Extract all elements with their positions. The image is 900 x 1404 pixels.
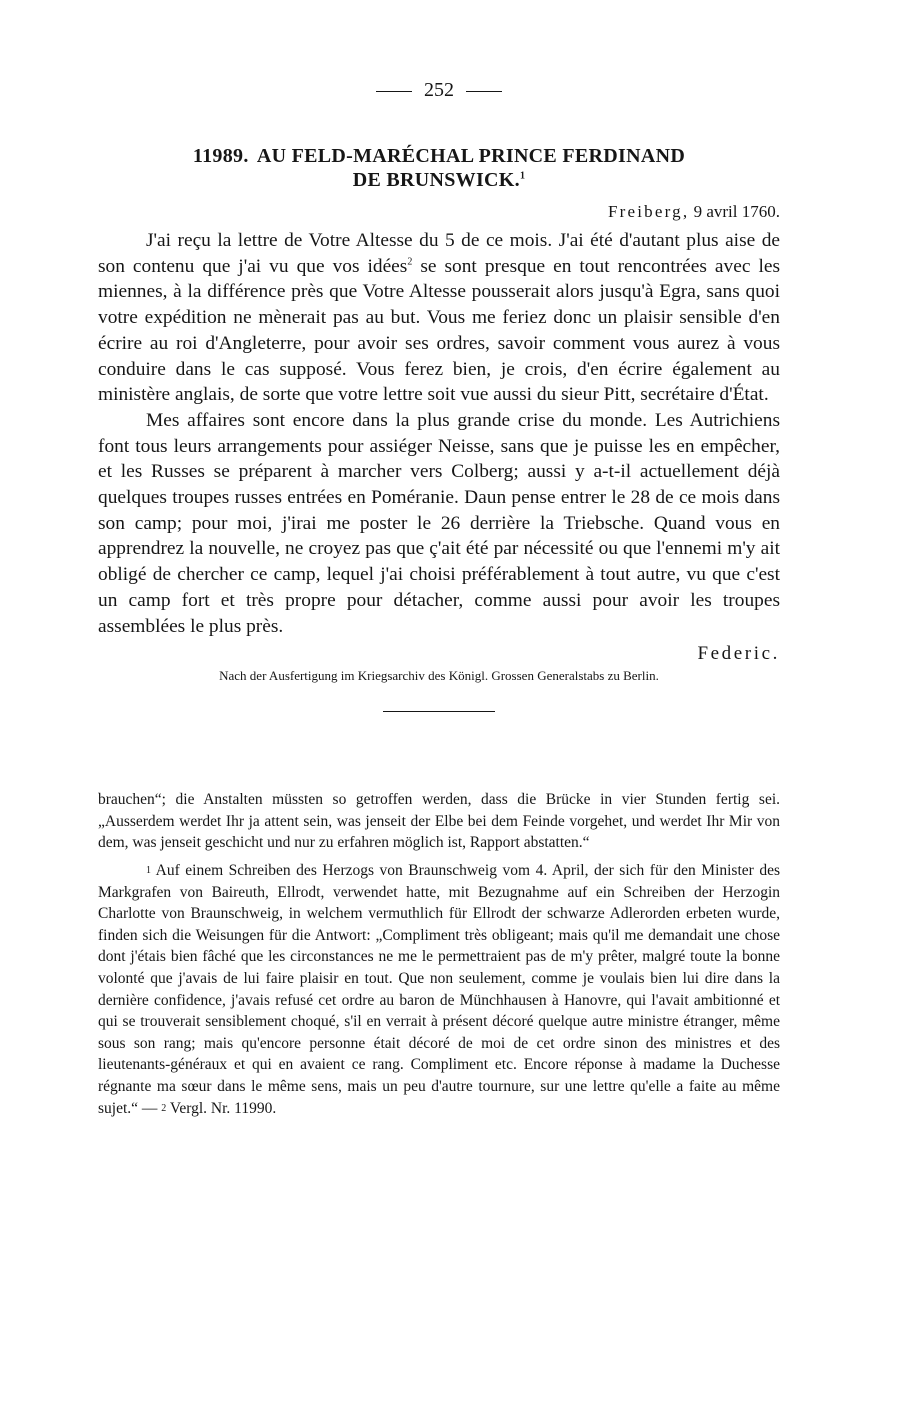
page-number-right-rule [466, 91, 502, 92]
separator-rule [383, 711, 495, 712]
letter-number: 11989. [192, 145, 249, 167]
footnote-1-mark: 1 [146, 865, 151, 877]
paragraph-1-part-2: se sont presque en tout rencontrées avec les miennes, à la différence près que Votre Altesse pousserait alors jusqu'à Egra, sans quoi votre expédition ne mènerait pas au but. Vous me feriez donc un plaisir sensible d'en écrire au roi d'Angleterre, pour avoir ses ordres, savoir comment vous aurez à vous conduire dans le cas supposé. Vous ferez bien, je crois, d'en écrire également au ministère anglais, de sorte que votre lettre soit vue aussi du sieur Pitt, secrétaire d'État. [98, 255, 780, 406]
dateline-date: 9 avril 1760. [693, 202, 780, 221]
letter-paragraph-1 [98, 228, 780, 408]
page-number [98, 80, 780, 100]
heading-line-2: DE BRUNSWICK. [352, 169, 520, 191]
page-number-left-rule [376, 91, 412, 92]
page-number-text: 252 [424, 79, 454, 101]
paragraph-1-part-1: J'ai reçu la lettre de Votre Altesse du 5 de ce mois. J'ai été d'autant plus aise de son contenu que j'ai vu que vos idées [98, 230, 780, 277]
letter-heading [98, 144, 780, 192]
footnote-1-text: Auf einem Schreiben des Herzogs von Braunschweig vom 4. April, der sich für den Minister des Markgrafen von Baireuth, Ellrodt, verwendet hatte, mit Bezugnahme auf ein Schreiben der Herzogin Charlotte von Braunschweig, in welchem vermuthlich für Ellrodt der schwarze Adlerorden erbeten wurde, finden sich die Weisungen für die Antwort: „Compliment très obligeant; mais qu'il me demandait une chose dont j'étais bien fâché que les circonstances ne me le permettraient pas de m'y prêter, malgré toute la bonne volonté que j'avais de lui faire plaisir en tout. Que non seulement, comme je voulais bien lui dire dans la dernière confidence, j'avais refusé cet ordre au baron de Münchhausen à Hanovre, qui l'avait ambitionné et qui se trouverait sensiblement choqué, s'il en verrait à présent décoré quelque autre ministre étranger, même sous son rang; mais qu'encore personne était décoré de moi de cet ordre sinon des ministres et des lieutenants-généraux et qui en avaient ce rang. Compliment etc. Encore réponse à madame la Duchesse régnante ma sœur dans le même sens, mais un peu d'autre tournure, sur une lettre qu'elle a faite au même sujet.“ — [98, 862, 780, 1117]
footnote-continuation: brauchen“; die Anstalten müssten so getroffen werden, dass die Brücke in vier Stunden fertig sei. „Ausserdem werdet Ihr ja attent sein, was jenseit der Elbe bei dem Feinde vorgehet, und werdet Ihr Mir von dem, was jenseit geschicht und nur zu erfahren möglich ist, Rapport abstatten.“ [98, 791, 780, 852]
footnote-mark-2: 2 [407, 256, 413, 268]
letter-body [98, 228, 780, 639]
letter-paragraph-2: Mes affaires sont encore dans la plus grande crise du monde. Les Autrichiens font tous leurs arrangements pour assiéger Neisse, sans que je puisse les en empêcher, et les Russes se préparent à marcher vers Colberg; aussi y a-t-il actuellement déjà quelques troupes russes entrées en Poméranie. Daun pense entrer le 28 de ce mois dans son camp; pour moi, j'irai me poster le 26 derrière la Triebsche. Quand vous en apprendrez la nouvelle, ne croyez pas que ç'ait été par nécessité ou que l'ennemi m'y ait obligé de chercher ce camp, lequel j'ai choisi préférablement à tout autre, vu que c'est un camp fort et très propre pour détacher, comme aussi pour avoir les troupes assemblées le plus près. [98, 409, 780, 637]
footnote-2-text: Vergl. Nr. 11990. [166, 1099, 277, 1117]
source-note: Nach der Ausfertigung im Kriegsarchiv des Königl. Grossen Generalstabs zu Berlin. [219, 668, 659, 684]
footnotes [98, 789, 780, 1119]
document-page [98, 80, 780, 1119]
dateline [98, 201, 780, 223]
footnote-1 [98, 860, 780, 1119]
signature: Federic. [697, 643, 780, 665]
footnote-2-mark: 2 [161, 1102, 167, 1114]
dateline-place: Freiberg, [608, 202, 690, 221]
heading-line-1: AU FELD-MARÉCHAL PRINCE FERDINAND [256, 145, 686, 167]
heading-footnote-mark: 1 [519, 170, 526, 182]
